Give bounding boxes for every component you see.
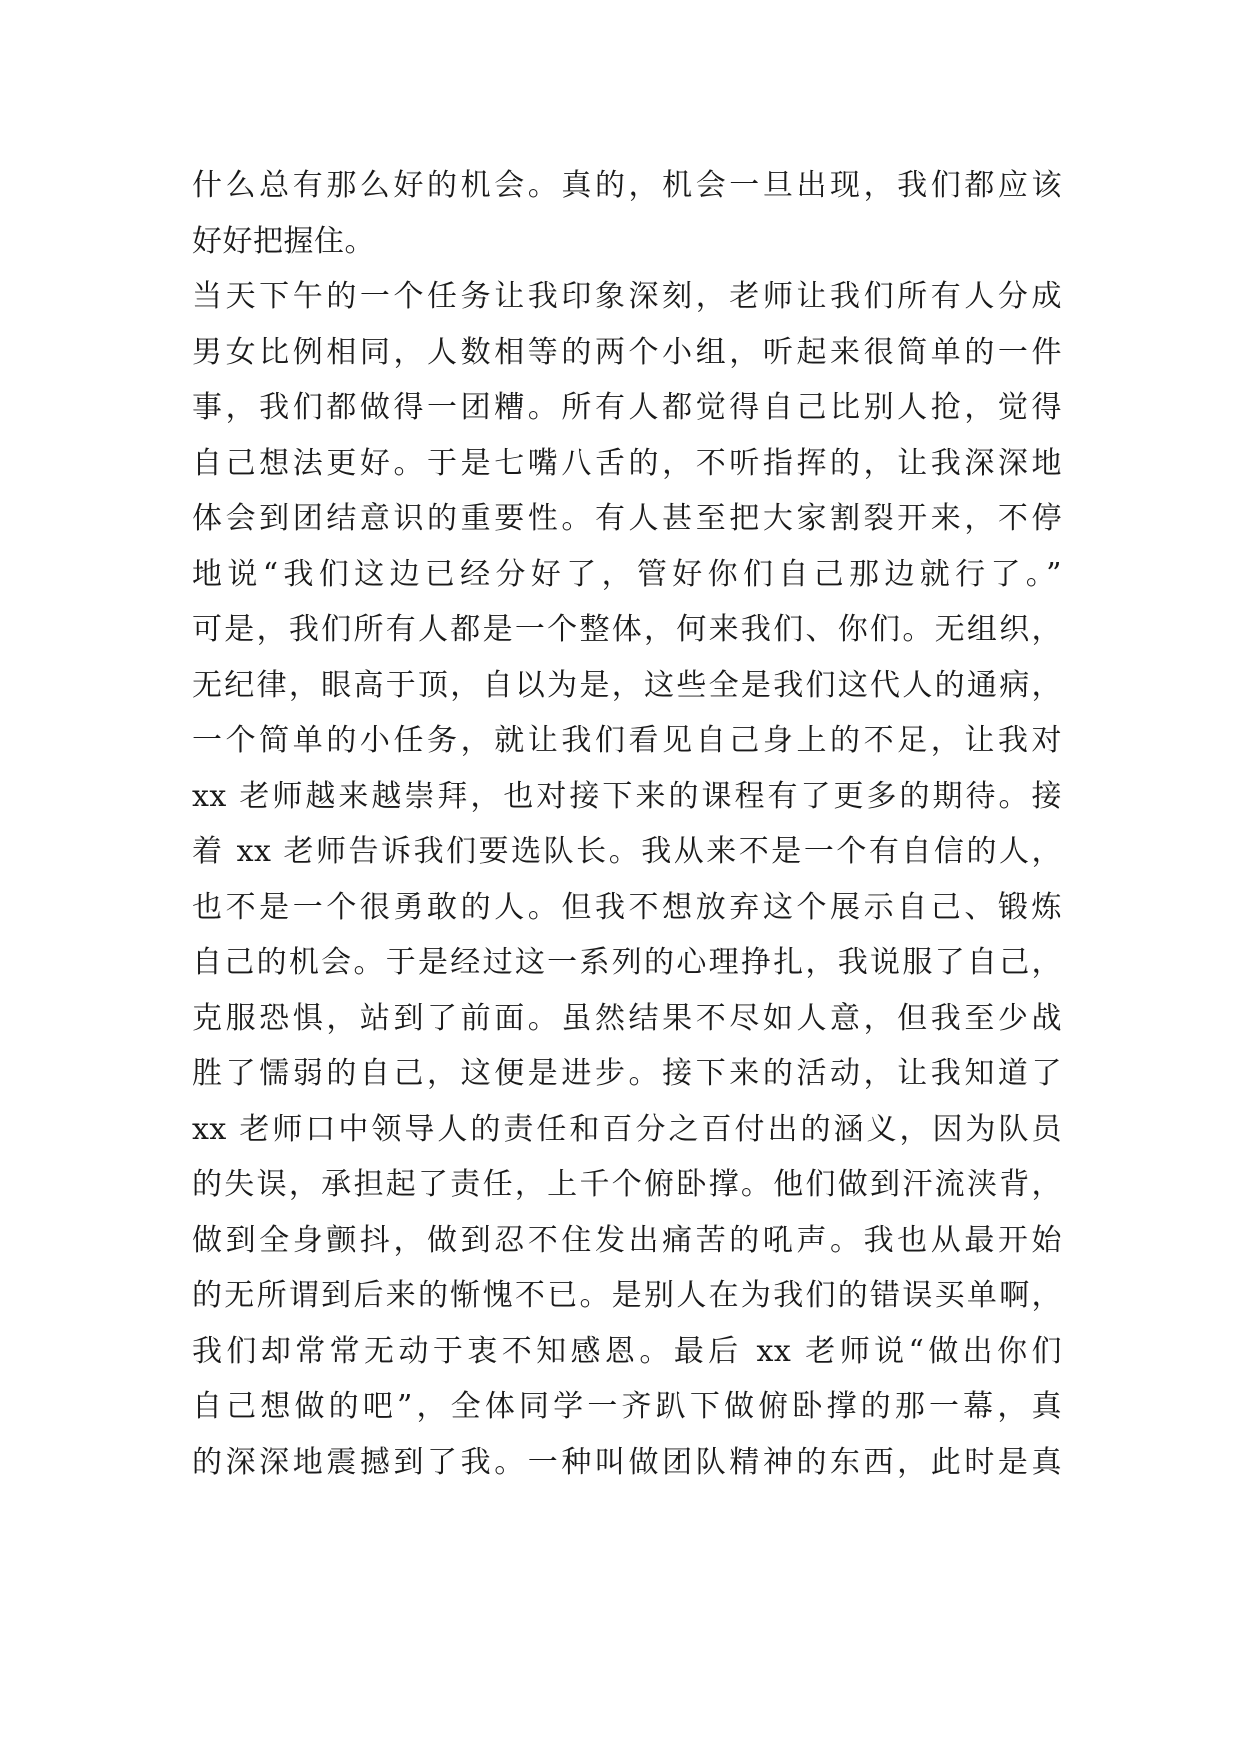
text-line: 我们却常常无动于衷不知感恩。最后 xx 老师说“做出你们 — [192, 1333, 1062, 1369]
text-line: 事，我们都做得一团糟。所有人都觉得自己比别人抢，觉得 — [192, 390, 1062, 425]
text-line: 的无所谓到后来的惭愧不已。是别人在为我们的错误买单啊， — [192, 1278, 1062, 1313]
text-line: 的失误，承担起了责任，上千个俯卧撑。他们做到汗流浃背， — [192, 1167, 1062, 1202]
text-line: 自己想做的吧”，全体同学一齐趴下做俯卧撑的那一幕，真 — [192, 1389, 1062, 1424]
text-line: 体会到团结意识的重要性。有人甚至把大家割裂开来，不停 — [192, 501, 1062, 536]
text-line: 可是，我们所有人都是一个整体，何来我们、你们。无组织， — [192, 612, 1062, 647]
text-line: xx 老师口中领导人的责任和百分之百付出的涵义，因为队员 — [192, 1111, 1062, 1147]
text-line: 的深深地震撼到了我。一种叫做团队精神的东西，此时是真 — [192, 1444, 1062, 1480]
text-line: 当天下午的一个任务让我印象深刻，老师让我们所有人分成 — [192, 279, 1062, 314]
text-line: 无纪律，眼高于顶，自以为是，这些全是我们这代人的通病， — [192, 667, 1062, 703]
text-line: 自己的机会。于是经过这一系列的心理挣扎，我说服了自己， — [192, 945, 1062, 980]
text-line: 胜了懦弱的自己，这便是进步。接下来的活动，让我知道了 — [192, 1056, 1062, 1091]
text-line: 男女比例相同，人数相等的两个小组，听起来很简单的一件 — [192, 334, 1062, 370]
text-line: 克服恐惧，站到了前面。虽然结果不尽如人意，但我至少战 — [192, 1000, 1062, 1036]
body-text — [192, 158, 1062, 1490]
text-line: 自己想法更好。于是七嘴八舌的，不听指挥的，让我深深地 — [192, 445, 1062, 481]
text-line: 好好把握住。 — [192, 223, 375, 259]
text-line: xx 老师越来越崇拜，也对接下来的课程有了更多的期待。接 — [192, 778, 1062, 814]
text-line: 着 xx 老师告诉我们要选队长。我从来不是一个有自信的人， — [192, 834, 1062, 869]
text-line: 什么总有那么好的机会。真的，机会一旦出现，我们都应该 — [192, 168, 1062, 203]
text-line: 一个简单的小任务，就让我们看见自己身上的不足，让我对 — [192, 723, 1062, 758]
text-line: 也不是一个很勇敢的人。但我不想放弃这个展示自己、锻炼 — [192, 889, 1062, 925]
text-line: 地说“我们这边已经分好了，管好你们自己那边就行了。” — [192, 556, 1062, 592]
text-line: 做到全身颤抖，做到忍不住发出痛苦的吼声。我也从最开始 — [192, 1222, 1062, 1258]
